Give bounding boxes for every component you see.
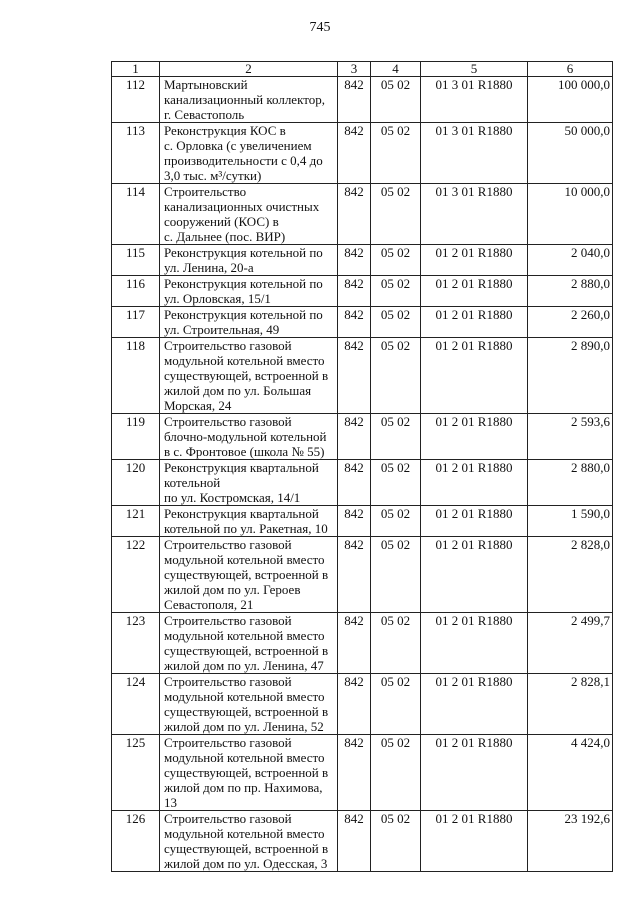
row-description [160, 184, 338, 245]
table-row [112, 77, 613, 123]
description-line: Реконструкция КОС в [164, 123, 286, 138]
row-description [160, 276, 338, 307]
row-amount: 2 040,0 [528, 245, 613, 276]
description-line: Мартыновский [164, 77, 248, 92]
row-number: 117 [112, 307, 160, 338]
row-description [160, 414, 338, 460]
row-code-4: 05 02 [371, 414, 421, 460]
description-line: жилой дом по ул. Большая [164, 383, 312, 398]
description-line: Строительство газовой [164, 674, 292, 689]
table-row [112, 674, 613, 735]
description-line: ул. Орловская, 15/1 [164, 291, 271, 306]
row-code-4: 05 02 [371, 184, 421, 245]
description-line: Реконструкция котельной по [164, 307, 323, 322]
description-line: Реконструкция квартальной [164, 506, 319, 521]
row-code-5: 01 2 01 R1880 [421, 245, 528, 276]
description-line: котельной по ул. Ракетная, 10 [164, 521, 328, 536]
row-amount: 2 880,0 [528, 276, 613, 307]
row-code-4: 05 02 [371, 811, 421, 872]
description-line: Реконструкция котельной по [164, 245, 323, 260]
header-col-5: 5 [421, 62, 528, 77]
row-code-5: 01 2 01 R1880 [421, 735, 528, 811]
row-code-5: 01 2 01 R1880 [421, 537, 528, 613]
row-code-3: 842 [338, 537, 371, 613]
table-row [112, 414, 613, 460]
description-line: ул. Строительная, 49 [164, 322, 280, 337]
row-number: 112 [112, 77, 160, 123]
row-code-3: 842 [338, 460, 371, 506]
row-code-5: 01 2 01 R1880 [421, 414, 528, 460]
row-code-4: 05 02 [371, 245, 421, 276]
description-line: жилой дом по пр. Нахимова, 13 [164, 780, 323, 810]
description-line: ул. Ленина, 20-а [164, 260, 254, 275]
description-line: блочно-модульной котельной [164, 429, 327, 444]
description-line: существующей, встроенной в [164, 567, 329, 582]
row-amount: 2 880,0 [528, 460, 613, 506]
description-line: жилой дом по ул. Ленина, 47 [164, 658, 324, 673]
description-line: Строительство [164, 184, 247, 199]
row-number: 113 [112, 123, 160, 184]
row-code-3: 842 [338, 414, 371, 460]
row-code-4: 05 02 [371, 77, 421, 123]
header-row [112, 62, 613, 77]
row-code-4: 05 02 [371, 506, 421, 537]
description-line: Строительство газовой [164, 811, 292, 826]
description-line: модульной котельной вместо [164, 826, 325, 841]
row-number: 124 [112, 674, 160, 735]
description-line: с. Дальнее (пос. ВИР) [164, 229, 286, 244]
row-number: 119 [112, 414, 160, 460]
row-amount: 2 828,0 [528, 537, 613, 613]
row-description [160, 123, 338, 184]
row-code-3: 842 [338, 123, 371, 184]
row-number: 115 [112, 245, 160, 276]
row-description [160, 338, 338, 414]
description-line: модульной котельной вместо [164, 750, 325, 765]
description-line: канализационных очистных [164, 199, 320, 214]
row-amount: 2 890,0 [528, 338, 613, 414]
description-line: модульной котельной вместо [164, 689, 325, 704]
description-line: жилой дом по ул. Одесская, 3 [164, 856, 328, 871]
row-amount: 2 593,6 [528, 414, 613, 460]
row-description [160, 613, 338, 674]
row-description [160, 537, 338, 613]
row-code-3: 842 [338, 506, 371, 537]
description-line: сооружений (КОС) в [164, 214, 279, 229]
header-col-4: 4 [371, 62, 421, 77]
row-code-3: 842 [338, 184, 371, 245]
row-code-5: 01 3 01 R1880 [421, 184, 528, 245]
row-code-4: 05 02 [371, 276, 421, 307]
description-line: с. Орловка (с увеличением [164, 138, 312, 153]
row-amount: 100 000,0 [528, 77, 613, 123]
row-code-5: 01 2 01 R1880 [421, 613, 528, 674]
row-number: 118 [112, 338, 160, 414]
description-line: существующей, встроенной в [164, 368, 329, 383]
row-description [160, 735, 338, 811]
row-number: 122 [112, 537, 160, 613]
row-code-3: 842 [338, 245, 371, 276]
row-amount: 2 499,7 [528, 613, 613, 674]
row-amount: 50 000,0 [528, 123, 613, 184]
description-line: в с. Фронтовое (школа № 55) [164, 444, 325, 459]
table-row [112, 184, 613, 245]
row-code-3: 842 [338, 735, 371, 811]
row-code-5: 01 2 01 R1880 [421, 276, 528, 307]
description-line: существующей, встроенной в [164, 765, 329, 780]
row-code-5: 01 2 01 R1880 [421, 674, 528, 735]
row-code-5: 01 2 01 R1880 [421, 307, 528, 338]
description-line: Строительство газовой [164, 537, 292, 552]
row-code-4: 05 02 [371, 123, 421, 184]
row-code-4: 05 02 [371, 460, 421, 506]
row-description [160, 307, 338, 338]
row-code-5: 01 2 01 R1880 [421, 460, 528, 506]
row-code-5: 01 3 01 R1880 [421, 77, 528, 123]
description-line: Реконструкция квартальной [164, 460, 319, 475]
row-amount: 23 192,6 [528, 811, 613, 872]
description-line: г. Севастополь [164, 107, 245, 122]
row-amount: 1 590,0 [528, 506, 613, 537]
row-description [160, 506, 338, 537]
row-code-4: 05 02 [371, 613, 421, 674]
row-code-4: 05 02 [371, 674, 421, 735]
table-row [112, 245, 613, 276]
row-number: 120 [112, 460, 160, 506]
description-line: жилой дом по ул. Ленина, 52 [164, 719, 324, 734]
description-line: существующей, встроенной в [164, 704, 329, 719]
table-row [112, 123, 613, 184]
budget-table [111, 61, 613, 872]
row-code-3: 842 [338, 307, 371, 338]
row-amount: 10 000,0 [528, 184, 613, 245]
description-line: 3,0 тыс. м³/сутки) [164, 168, 262, 183]
row-code-3: 842 [338, 674, 371, 735]
row-amount: 2 828,1 [528, 674, 613, 735]
row-number: 116 [112, 276, 160, 307]
description-line: модульной котельной вместо [164, 628, 325, 643]
row-amount: 2 260,0 [528, 307, 613, 338]
row-code-5: 01 2 01 R1880 [421, 811, 528, 872]
table-row [112, 537, 613, 613]
description-line: существующей, встроенной в [164, 841, 329, 856]
row-code-3: 842 [338, 613, 371, 674]
page-number: 745 [309, 20, 331, 35]
table-row [112, 307, 613, 338]
header-col-6: 6 [528, 62, 613, 77]
table-row [112, 735, 613, 811]
description-line: котельной [164, 475, 221, 490]
description-line: модульной котельной вместо [164, 552, 325, 567]
table-row [112, 506, 613, 537]
description-line: модульной котельной вместо [164, 353, 325, 368]
description-line: по ул. Костромская, 14/1 [164, 490, 301, 505]
description-line: производительности с 0,4 до [164, 153, 323, 168]
description-line: Морская, 24 [164, 398, 232, 413]
header-col-3: 3 [338, 62, 371, 77]
row-number: 125 [112, 735, 160, 811]
row-number: 121 [112, 506, 160, 537]
table-body [112, 77, 613, 872]
row-description [160, 245, 338, 276]
description-line: Реконструкция котельной по [164, 276, 323, 291]
table-row [112, 811, 613, 872]
row-number: 123 [112, 613, 160, 674]
table-row [112, 276, 613, 307]
row-description [160, 460, 338, 506]
description-line: Строительство газовой [164, 414, 292, 429]
row-code-3: 842 [338, 77, 371, 123]
row-code-5: 01 2 01 R1880 [421, 338, 528, 414]
description-line: Севастополя, 21 [164, 597, 254, 612]
description-line: жилой дом по ул. Героев [164, 582, 301, 597]
row-number: 126 [112, 811, 160, 872]
table-row [112, 613, 613, 674]
description-line: канализационный коллектор, [164, 92, 325, 107]
header-col-2: 2 [160, 62, 338, 77]
row-description [160, 674, 338, 735]
header-col-1: 1 [112, 62, 160, 77]
row-description [160, 811, 338, 872]
row-code-5: 01 3 01 R1880 [421, 123, 528, 184]
description-line: существующей, встроенной в [164, 643, 329, 658]
description-line: Строительство газовой [164, 338, 292, 353]
row-code-4: 05 02 [371, 338, 421, 414]
table-row [112, 338, 613, 414]
row-code-3: 842 [338, 276, 371, 307]
row-description [160, 77, 338, 123]
row-number: 114 [112, 184, 160, 245]
table-row [112, 460, 613, 506]
row-code-4: 05 02 [371, 735, 421, 811]
description-line: Строительство газовой [164, 735, 292, 750]
row-amount: 4 424,0 [528, 735, 613, 811]
row-code-4: 05 02 [371, 307, 421, 338]
row-code-3: 842 [338, 811, 371, 872]
row-code-5: 01 2 01 R1880 [421, 506, 528, 537]
row-code-3: 842 [338, 338, 371, 414]
row-code-4: 05 02 [371, 537, 421, 613]
description-line: Строительство газовой [164, 613, 292, 628]
